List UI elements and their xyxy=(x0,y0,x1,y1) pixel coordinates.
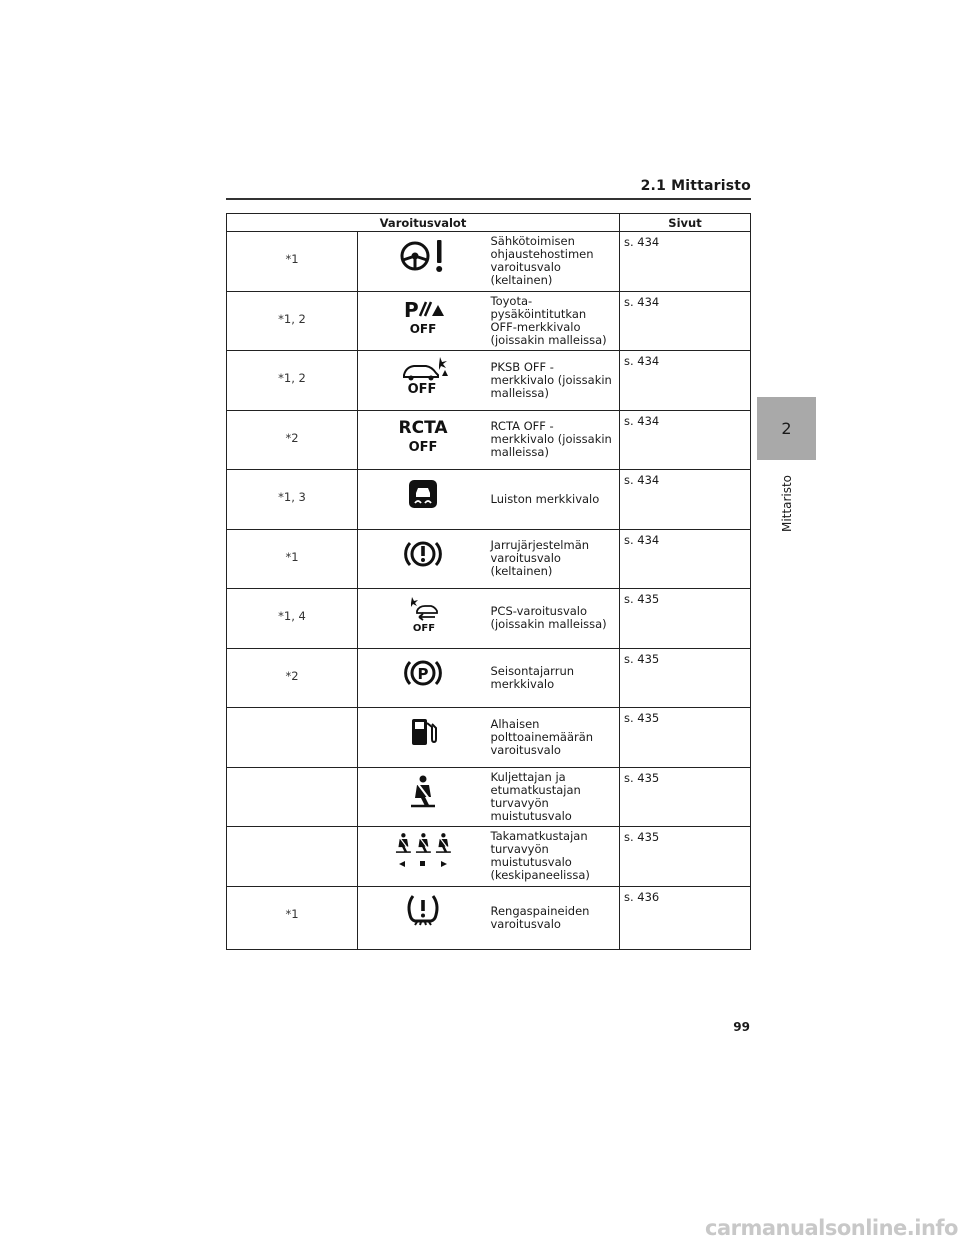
row-description-line: Seisontajarrun merkkivalo xyxy=(490,663,575,691)
row-description-line: Sähkötoimisen ohjaustehostimen varoitusvalo xyxy=(490,234,594,275)
row-description-line: (keltainen) xyxy=(490,273,553,288)
row-page-ref: s. 435 xyxy=(620,648,751,708)
row-description-line: PKSB OFF -merkkivalo (joissakin malleissa) xyxy=(490,359,612,400)
off-label: OFF xyxy=(409,321,437,336)
row-description-line: Luiston merkkivalo xyxy=(490,491,600,506)
row-description-line: Toyota-pysäköintitutkan OFF-merkkivalo xyxy=(490,293,587,334)
parking-brake-icon xyxy=(403,653,443,693)
header-pages: Sivut xyxy=(620,214,751,232)
table-row xyxy=(227,291,751,351)
row-note: *1, 2 xyxy=(227,291,358,351)
row-page-ref: s. 435 xyxy=(620,767,751,827)
page-number: 99 xyxy=(733,1020,750,1034)
row-description-line: (keskipaneelissa) xyxy=(490,868,590,883)
row-page-ref: s. 434 xyxy=(620,291,751,351)
table-row xyxy=(227,589,751,649)
tire-pressure-warning-icon xyxy=(403,891,443,931)
parking-sensor-off-icon xyxy=(398,296,448,336)
chapter-number: 2 xyxy=(781,419,792,438)
row-description-line: Takamatkustajan turvavyön muistutusvalo xyxy=(490,829,588,870)
pksb-off-icon xyxy=(396,355,450,395)
table-row xyxy=(227,827,751,887)
table-row xyxy=(227,886,751,949)
row-description-line: (joissakin malleissa) xyxy=(490,332,607,347)
pcs-warning-icon xyxy=(403,593,443,633)
row-page-ref: s. 434 xyxy=(620,351,751,411)
row-note: *2 xyxy=(227,648,358,708)
power-steering-warning-icon xyxy=(393,236,453,276)
chapter-tab xyxy=(757,397,816,460)
rear-seatbelt-reminder-icon xyxy=(388,831,458,871)
chapter-label: Mittaristo xyxy=(780,474,794,532)
row-description-line: PCS-varoitusvalo (joissakin malleissa) xyxy=(490,604,607,632)
table-row xyxy=(227,351,751,411)
row-note xyxy=(227,708,358,768)
row-page-ref: s. 435 xyxy=(620,589,751,649)
row-note: *1 xyxy=(227,886,358,949)
section-rule xyxy=(226,198,751,200)
svg-text:P: P xyxy=(404,297,419,322)
row-description-line: RCTA OFF -merkkivalo (joissakin malleissa) xyxy=(490,419,612,460)
row-description-line: muistutusvalo xyxy=(490,808,572,823)
row-note: *2 xyxy=(227,410,358,470)
table-row xyxy=(227,708,751,768)
row-note: *1, 4 xyxy=(227,589,358,649)
seatbelt-reminder-icon xyxy=(403,772,443,812)
row-note xyxy=(227,827,358,887)
brake-warning-icon xyxy=(403,534,443,574)
table-row xyxy=(227,410,751,470)
row-page-ref: s. 434 xyxy=(620,232,751,292)
table-row xyxy=(227,529,751,589)
table-row xyxy=(227,232,751,292)
row-note: *1 xyxy=(227,232,358,292)
p-label: P xyxy=(417,664,429,683)
row-description-line: Alhaisen polttoainemäärän varoitusvalo xyxy=(490,716,594,757)
row-page-ref: s. 434 xyxy=(620,470,751,530)
section-title: 2.1 Mittaristo xyxy=(640,178,751,194)
table-row xyxy=(227,470,751,530)
off-label: OFF xyxy=(407,382,437,395)
low-fuel-icon xyxy=(403,712,443,752)
watermark: carmanualsonline.info xyxy=(705,1216,958,1240)
table-row xyxy=(227,767,751,827)
off-label: OFF xyxy=(413,623,436,633)
rcta-label: RCTA xyxy=(398,417,448,438)
row-note: *1 xyxy=(227,529,358,589)
header-warning-lights: Varoitusvalot xyxy=(227,214,620,232)
table-header-row xyxy=(227,214,751,232)
row-note: *1, 3 xyxy=(227,470,358,530)
row-page-ref: s. 435 xyxy=(620,827,751,887)
row-description-line: Kuljettajan ja etumatkustajan turvavyön xyxy=(490,769,581,810)
slip-indicator-icon xyxy=(403,474,443,514)
rcta-off-icon xyxy=(395,415,451,455)
row-page-ref: s. 434 xyxy=(620,410,751,470)
row-note xyxy=(227,767,358,827)
off-label: OFF xyxy=(408,439,438,455)
row-note: *1, 2 xyxy=(227,351,358,411)
warning-lights-table xyxy=(226,213,751,950)
row-page-ref: s. 434 xyxy=(620,529,751,589)
row-description-line: Jarrujärjestelmän varoitusvalo (keltainen) xyxy=(490,538,590,579)
row-page-ref: s. 436 xyxy=(620,886,751,949)
row-description-line: Rengaspaineiden varoitusvalo xyxy=(490,903,590,931)
row-page-ref: s. 435 xyxy=(620,708,751,768)
table-row xyxy=(227,648,751,708)
